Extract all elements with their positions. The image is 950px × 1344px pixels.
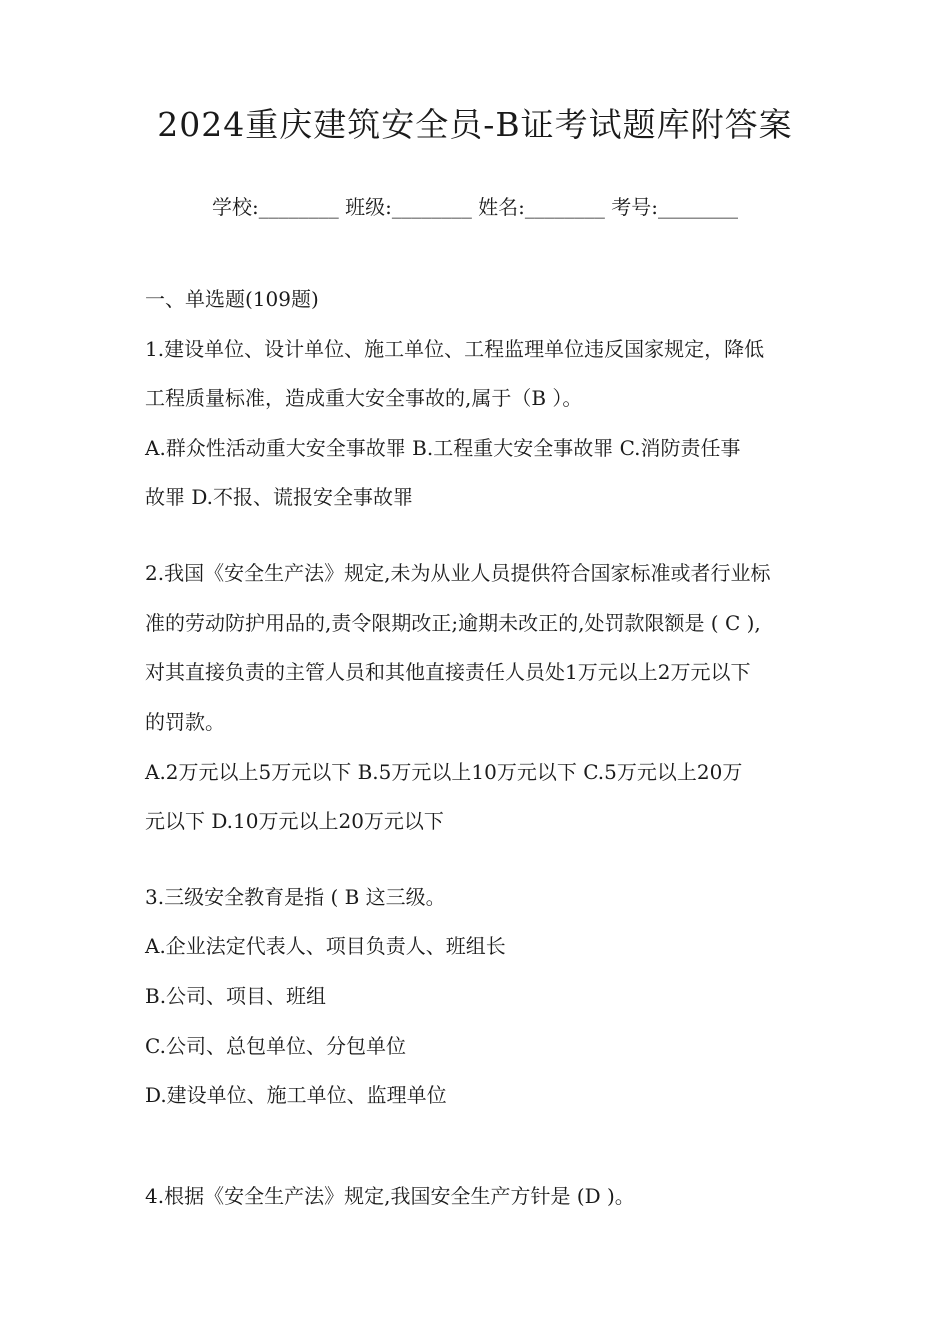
question-2-line-2: 准的劳动防护用品的,责令限期改正;逾期未改正的,处罚款限额是 ( C ), <box>145 611 761 635</box>
question-2-options-line-1: A.2万元以上5万元以下 B.5万元以上10万元以下 C.5万元以上20万 <box>145 760 743 784</box>
question-3-option-a: A.企业法定代表人、项目负责人、班组长 <box>145 934 506 958</box>
section-heading: 一、单选题(109题) <box>145 287 319 311</box>
document-title: 2024重庆建筑安全员-B证考试题库附答案 <box>157 105 793 144</box>
question-2-options-line-2: 元以下 D.10万元以上20万元以下 <box>145 809 444 833</box>
question-1-line-1: 1.建设单位、设计单位、施工单位、工程监理单位违反国家规定，降低 <box>145 337 765 361</box>
question-3-line-1: 3.三级安全教育是指 ( B 这三级。 <box>145 885 446 909</box>
question-1-options-line-2: 故罪 D.不报、谎报安全事故罪 <box>145 485 414 509</box>
question-3-option-d: D.建设单位、施工单位、监理单位 <box>145 1083 447 1107</box>
question-2-line-1: 2.我国《安全生产法》规定,未为从业人员提供符合国家标准或者行业标 <box>145 561 771 585</box>
student-info-line: 学校:________ 班级:________ 姓名:________ 考号:________ <box>211 195 739 219</box>
question-2-line-4: 的罚款。 <box>145 710 225 734</box>
question-2-line-3: 对其直接负责的主管人员和其他直接责任人员处1万元以上2万元以下 <box>145 660 751 684</box>
question-4-line-1: 4.根据《安全生产法》规定,我国安全生产方针是 (D )。 <box>145 1184 635 1208</box>
question-1-options-line-1: A.群众性活动重大安全事故罪 B.工程重大安全事故罪 C.消防责任事 <box>145 436 741 460</box>
question-3-option-b: B.公司、项目、班组 <box>145 984 327 1008</box>
question-1-line-2: 工程质量标准，造成重大安全事故的,属于（B ）。 <box>145 386 583 410</box>
question-3-option-c: C.公司、总包单位、分包单位 <box>145 1034 406 1058</box>
